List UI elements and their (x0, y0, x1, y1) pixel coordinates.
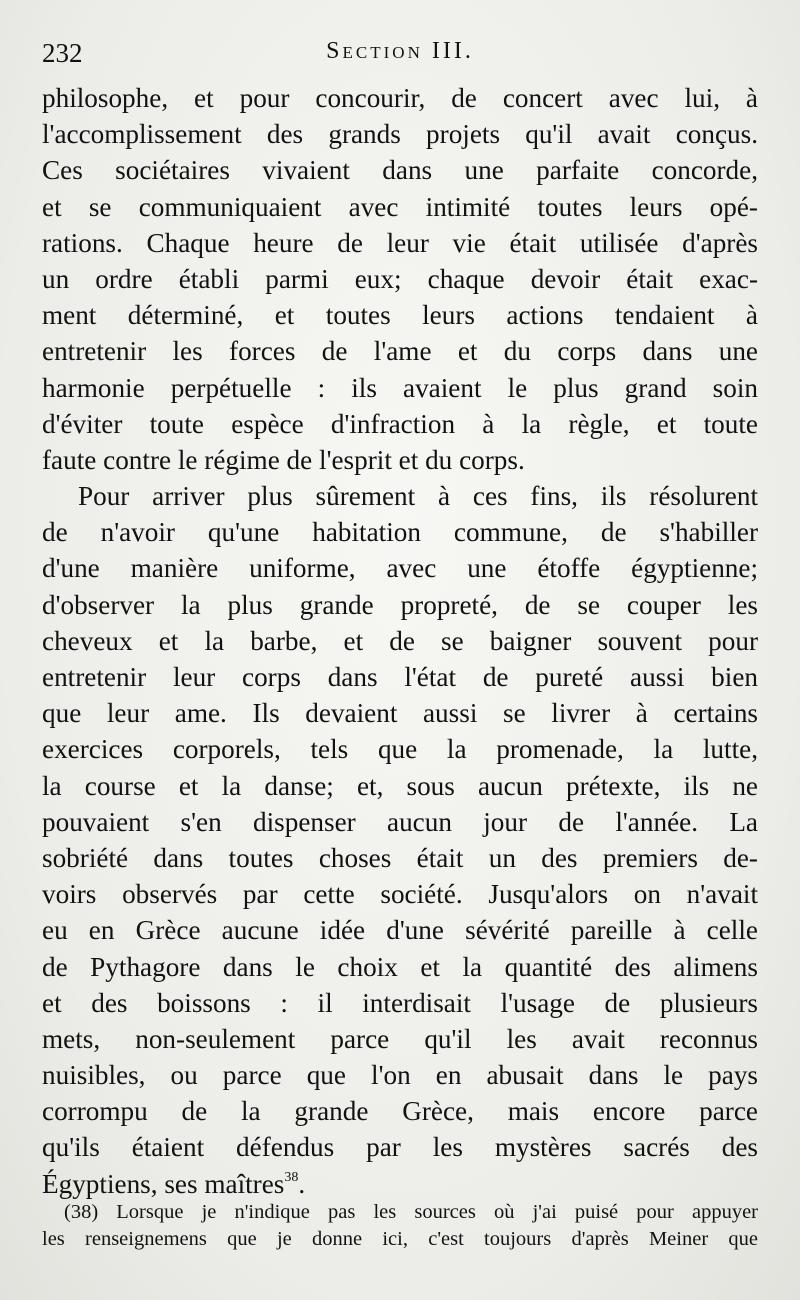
text-line: voirs observés par cette société. Jusqu'alors on n'avait (42, 879, 758, 910)
text-line-final (42, 1166, 758, 1202)
footnote-line: les renseignemens que je donne ici, c'est toujours d'après Meiner que (42, 1228, 758, 1250)
text-line: entretenir les forces de l'ame et du corps dans une (42, 336, 758, 367)
text-line: entretenir leur corps dans l'état de pureté aussi bien (42, 662, 758, 692)
running-head: Section III. (326, 38, 474, 64)
text-line: exercices corporels, tels que la promenade, la lutte, (42, 734, 758, 765)
page-header (42, 38, 758, 74)
text-line: eu en Grèce aucune idée d'une sévérité pareille à celle (42, 915, 758, 946)
text-line: la course et la danse; et, sous aucun prétexte, ils ne (42, 770, 758, 801)
footnote (42, 1199, 758, 1253)
text-line: un ordre établi parmi eux; chaque devoir était exac- (42, 263, 758, 294)
paragraph-1 (42, 80, 758, 478)
text-line: corrompu de la grande Grèce, mais encore parce (42, 1096, 758, 1127)
text-line: faute contre le régime de l'esprit et du corps. (42, 444, 525, 475)
paragraph-2 (42, 478, 758, 1202)
text-line: mets, non-seulement parce qu'il les avait reconnus (42, 1023, 758, 1054)
text-line: de Pythagore dans le choix et la quantité des alimens (42, 951, 758, 982)
text-line: et se communiquaient avec intimité toutes leurs opé- (42, 191, 758, 222)
text-line: nuisibles, ou parce que l'on en abusait dans le pays (42, 1060, 758, 1091)
text-line: pouvaient s'en dispenser aucun jour de l'année. La (42, 806, 758, 837)
main-text (42, 80, 758, 1202)
footnote-line: (38) Lorsque je n'indique pas les sources où j'ai puisé pour appuyer (64, 1201, 758, 1223)
text-line: Ces sociétaires vivaient dans une parfaite concorde, (42, 155, 758, 186)
final-text: Égyptiens, ses maîtres (42, 1168, 285, 1199)
text-line: rations. Chaque heure de leur vie était utilisée d'après (42, 227, 758, 258)
text-line: d'éviter toute espèce d'infraction à la règle, et toute (42, 408, 758, 439)
text-line: Pour arriver plus sûrement à ces fins, ils résolurent (78, 481, 758, 512)
text-line: d'une manière uniforme, avec une étoffe égyptienne; (42, 553, 758, 584)
text-line: sobriété dans toutes choses était un des premiers de- (42, 842, 758, 873)
note-reference: 38 (284, 1169, 299, 1185)
final-period: . (298, 1168, 306, 1199)
text-line: ment déterminé, et toutes leurs actions tendaient à (42, 300, 758, 331)
text-line: harmonie perpétuelle : ils avaient le plus grand soin (42, 372, 758, 403)
text-line: philosophe, et pour concourir, de concert avec lui, à (42, 83, 758, 113)
text-line: de n'avoir qu'une habitation commune, de s'habiller (42, 517, 758, 548)
text-line: que leur ame. Ils devaient aussi se livrer à certains (42, 698, 758, 729)
text-line: et des boissons : il interdisait l'usage de plusieurs (42, 987, 758, 1018)
text-line: cheveux et la barbe, et de se baigner souvent pour (42, 625, 758, 656)
text-line: d'observer la plus grande propreté, de se couper les (42, 589, 758, 620)
text-line: l'accomplissement des grands projets qu'il avait conçus. (42, 119, 758, 150)
page-number: 232 (42, 38, 83, 68)
text-line: qu'ils étaient défendus par les mystères sacrés des (42, 1132, 758, 1163)
